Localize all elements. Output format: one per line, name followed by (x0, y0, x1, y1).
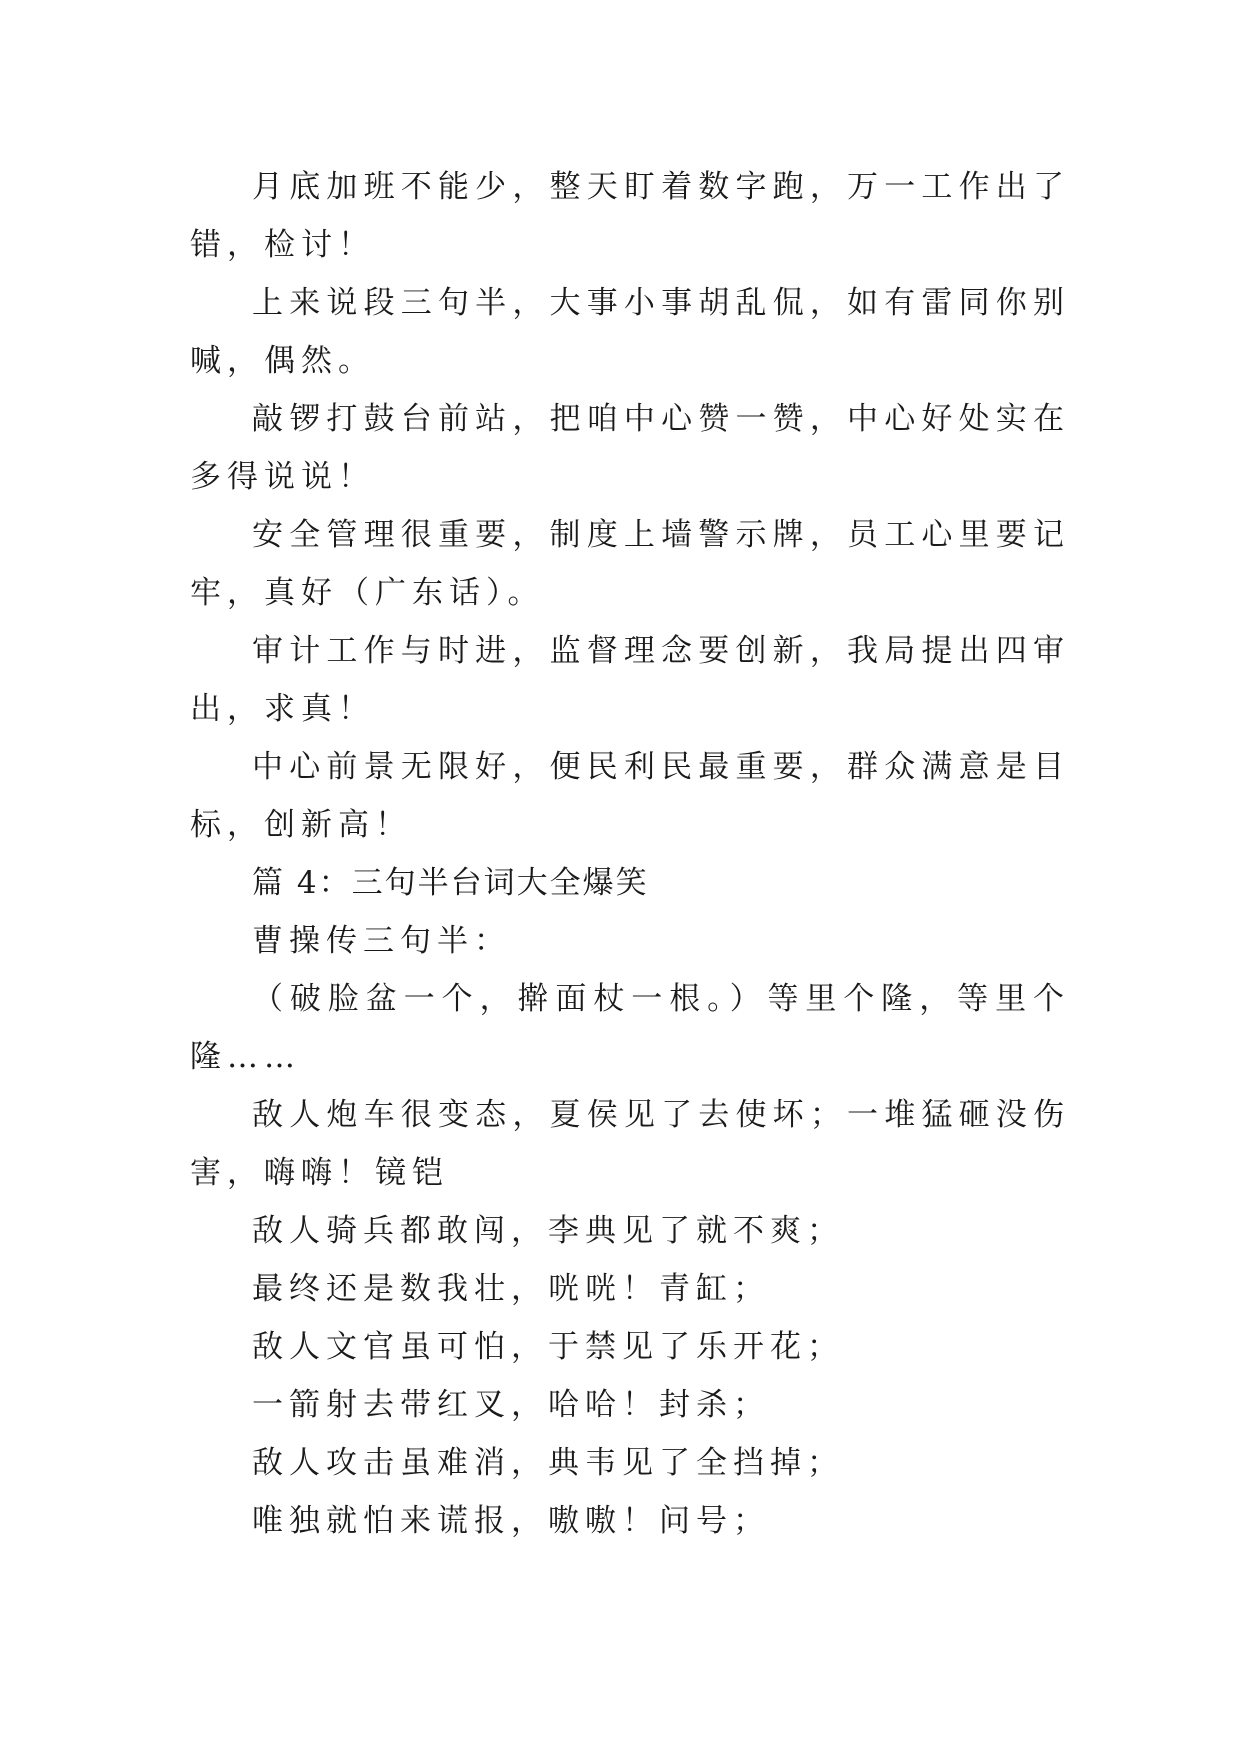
paragraph: 最终还是数我壮，咣咣！青缸； (252, 1271, 770, 1307)
document-body (190, 158, 1070, 1550)
paragraph: 上来说段三句半，大事小事胡乱侃，如有雷同你别喊，偶然。 (190, 285, 1070, 379)
paragraph: 敌人文官虽可怕，于禁见了乐开花； (252, 1329, 844, 1365)
paragraph: 敌人攻击虽难消，典韦见了全挡掉； (252, 1445, 844, 1481)
paragraph: 敌人骑兵都敢闯，李典见了就不爽； (252, 1213, 844, 1249)
paragraph: 中心前景无限好，便民利民最重要，群众满意是目标，创新高！ (190, 749, 1070, 843)
paragraph: 敌人炮车很变态，夏侯见了去使坏；一堆猛砸没伤害，嗨嗨！镜铠 (190, 1097, 1070, 1191)
paragraph: 一箭射去带红叉，哈哈！封杀； (252, 1387, 770, 1423)
paragraph: 审计工作与时进，监督理念要创新，我局提出四审出，求真！ (190, 633, 1070, 727)
paragraph: 月底加班不能少，整天盯着数字跑，万一工作出了错，检讨！ (190, 169, 1070, 263)
paragraph: 曹操传三句半： (252, 923, 511, 959)
paragraph: 敲锣打鼓台前站，把咱中心赞一赞，中心好处实在多得说说！ (190, 401, 1070, 495)
paragraph: 安全管理很重要，制度上墙警示牌，员工心里要记牢，真好（广东话）。 (190, 517, 1070, 611)
paragraph: （破脸盆一个，擀面杖一根。）等里个隆，等里个隆…… (190, 981, 1070, 1075)
section-heading: 篇 4：三句半台词大全爆笑 (252, 865, 649, 901)
paragraph: 唯独就怕来谎报，嗷嗷！问号； (252, 1503, 770, 1539)
